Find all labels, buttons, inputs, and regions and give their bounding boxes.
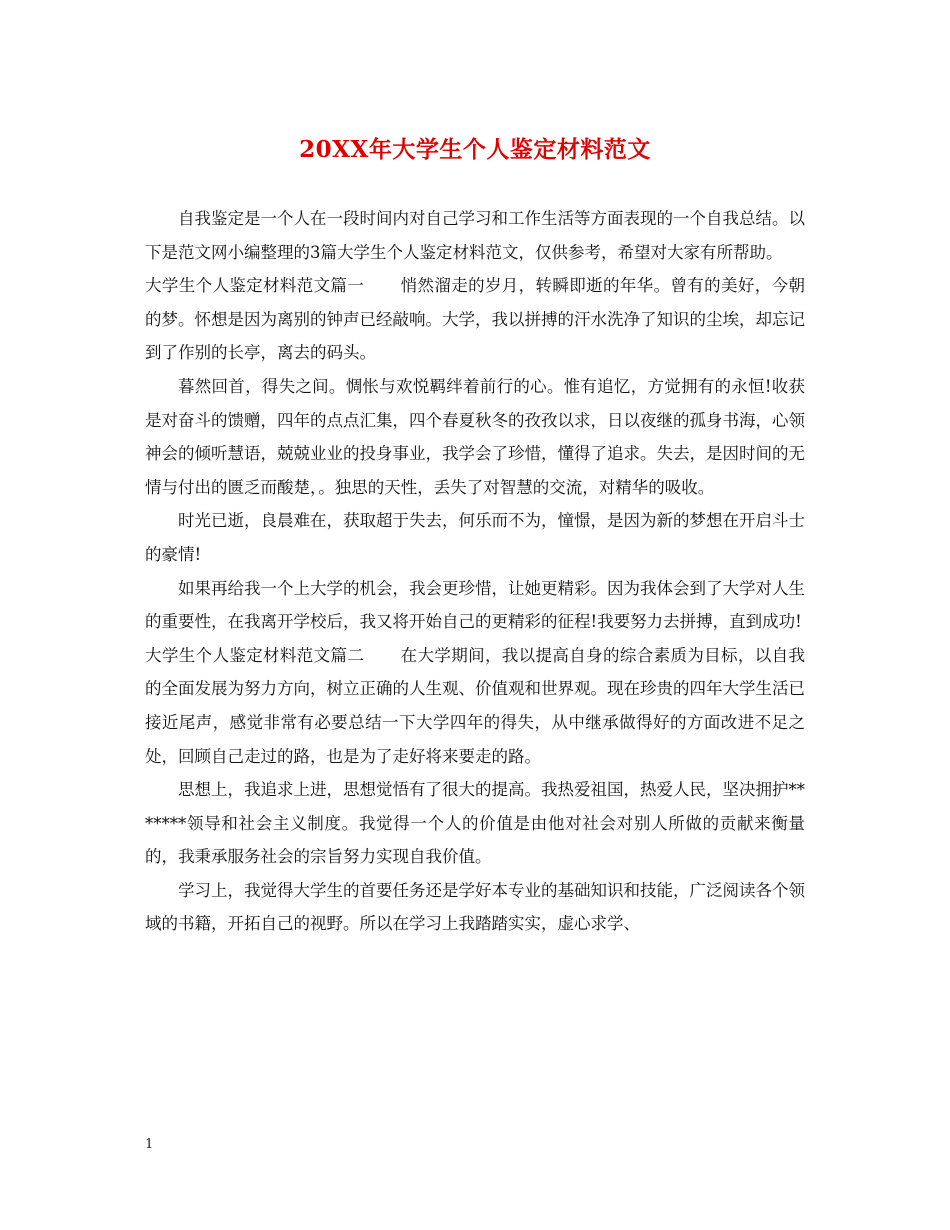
paragraph [145, 504, 805, 571]
paragraph-text: 如果再给我一个上大学的机会，我会更珍惜，让她更精彩。因为我体会到了大学对人生的重要性，在我离开学校后，我又将开始自己的更精彩的征程!我要努力去拼搏，直到成功! [145, 578, 805, 632]
paragraph [145, 874, 805, 941]
paragraph-text: 思想上，我追求上进，思想觉悟有了很大的提高。我热爱祖国，热爱人民，坚决拥护*******领导和社会主义制度。我觉得一个人的价值是由他对社会对别人所做的贡献来衡量的，我秉承服务社会的宗旨努力实现自我价值。 [145, 780, 805, 867]
paragraph-section-one [145, 269, 805, 370]
paragraph-text: 时光已逝，良晨难在，获取超于失去，何乐而不为，憧憬，是因为新的梦想在开启斗士的豪情! [145, 511, 805, 564]
document-title: 20XX年大学生个人鉴定材料范文 [299, 136, 651, 163]
paragraph-section-two [145, 639, 805, 773]
document-body [145, 202, 805, 941]
section-heading: 大学生个人鉴定材料范文篇一 [145, 276, 365, 296]
paragraph [145, 572, 805, 639]
paragraph-text: 自我鉴定是一个人在一段时间内对自己学习和工作生活等方面表现的一个自我总结。以下是范文网小编整理的3篇大学生个人鉴定材料范文，仅供参考，希望对大家有所帮助。 [145, 209, 805, 262]
paragraph [145, 370, 805, 504]
paragraph-text: 学习上，我觉得大学生的首要任务还是学好本专业的基础知识和技能，广泛阅读各个领域的书籍，开拓自己的视野。所以在学习上我踏踏实实，虚心求学、 [145, 880, 805, 934]
paragraph-text: 悄然溜走的岁月，转瞬即逝的年华。曾有的美好，今朝的梦。怀想是因为离别的钟声已经敲响。大学，我以拼搏的汗水洗净了知识的尘埃，却忘记到了作别的长亭，离去的码头。 [145, 276, 806, 363]
page-number: 1 [145, 1137, 154, 1152]
paragraph-text: 在大学期间，我以提高自身的综合素质为目标，以自我的全面发展为努力方向，树立正确的人生观、价值观和世界观。现在珍贵的四年大学生活已接近尾声，感觉非常有必要总结一下大学四年的得失，从中继承做得好的方面改进不足之处，回顾自己走过的路，也是为了走好将来要走的路。 [145, 645, 806, 766]
paragraph-text: 暮然回首，得失之间。惆怅与欢悦羁绊着前行的心。惟有追忆，方觉拥有的永恒!收获是对奋斗的馈赠，四年的点点汇集，四个春夏秋冬的孜孜以求，日以夜继的孤身书海，心领神会的倾听慧语，兢兢业业的投身事业，我学会了珍惜，懂得了追求。失去，是因时间的无情与付出的匮乏而酸楚，。独思的天性，丢失了对智慧的交流，对精华的吸收。 [145, 376, 805, 497]
paragraph [145, 773, 805, 874]
paragraph-intro [145, 202, 805, 269]
section-heading: 大学生个人鉴定材料范文篇二 [145, 645, 365, 665]
